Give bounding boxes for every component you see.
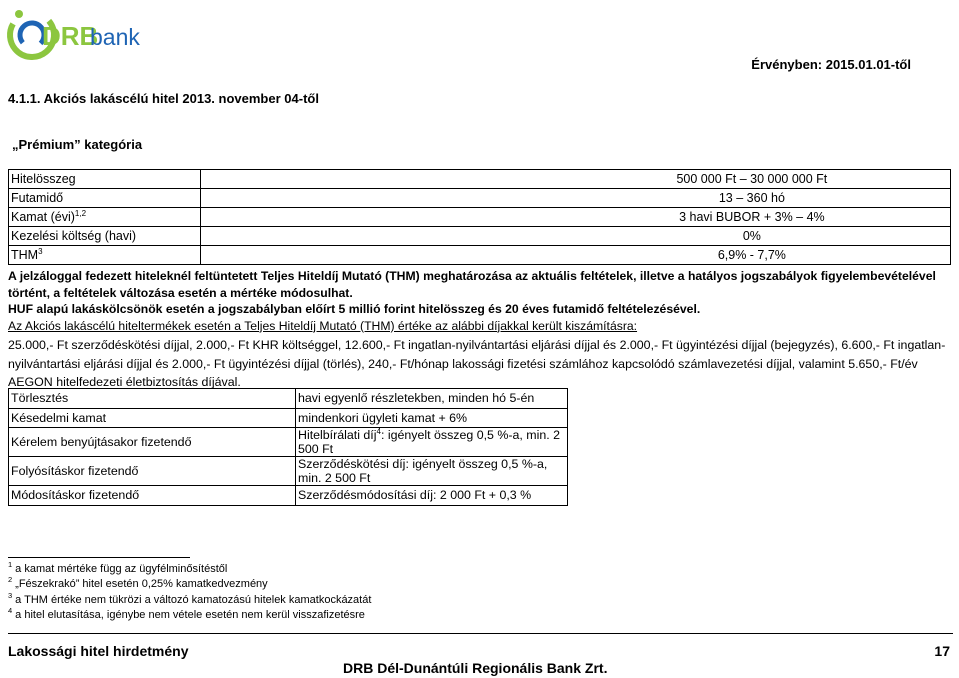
footnote: $^2$ „Fészekrakó” hitel esetén 0,25% kamatkedvezmény <box>8 575 268 591</box>
footnote: $^3$ a THM értéke nem tükrözi a változó kamatozású hitelek kamatkockázatát <box>8 590 372 606</box>
footnote-number: 3 <box>8 590 13 600</box>
thm-fees-list: 25.000,- Ft szerződéskötési díjjal, 2.000,- Ft KHR költséggel, 12.600,- Ft ingatlan-nyilvántartási eljárási díjjal és 2.000,- Ft ügyintézési díjjal (bejegyzés), 6.600,- Ft ingatlan-nyilvántartási eljárási díjjal és 2.000,- Ft ügyintézési díjjal (törlés), 240,- Ft/hónap lakossági fizetési számlához kapcsolódó számlavezetési díjjal, valamint 5.650,- Ft/év AEGON hitelfedezeti életbiztosítás díjával. <box>8 338 946 390</box>
param-label: Futamidő <box>9 189 201 208</box>
param-value: 3 havi BUBOR + 3% – 4% <box>200 208 950 227</box>
fee-label: Törlesztés <box>9 389 296 409</box>
table-row <box>9 428 568 457</box>
footnote-ref: 1,2 <box>74 209 87 218</box>
loan-parameters-table <box>8 169 951 265</box>
table-row <box>9 170 951 189</box>
param-value: 500 000 Ft – 30 000 000 Ft <box>200 170 950 189</box>
svg-text:DRB: DRB <box>42 21 99 51</box>
fee-value: Hitelbírálati díj$^4$: igényelt összeg 0,5 %-a, min. 2 500 Ft <box>296 428 568 457</box>
footnote-ref: 3 <box>38 247 43 256</box>
thm-fees-intro: Az Akciós lakáscélú hiteltermékek esetén a Teljes Hiteldíj Mutató (THM) értéke az alábbi díjakkal került kiszámításra: <box>8 318 638 333</box>
fee-value: mindenkori ügyleti kamat + 6% <box>296 408 568 428</box>
param-value: 0% <box>200 227 950 246</box>
table-row <box>9 246 951 265</box>
thm-explanation <box>8 268 953 392</box>
table-row <box>9 227 951 246</box>
fee-value: Szerződéskötési díj: igényelt összeg 0,5 %-a, min. 2 500 Ft <box>296 457 568 486</box>
param-label: THM$^3$ <box>9 246 201 265</box>
footnote-number: 1 <box>8 560 13 569</box>
param-label: Hitelösszeg <box>9 170 201 189</box>
footer-divider <box>8 633 953 634</box>
fee-value: Szerződésmódosítási díj: 2 000 Ft + 0,3 % <box>296 486 568 506</box>
validity-date: Érvényben: 2015.01.01-től <box>751 57 911 72</box>
section-title: 4.1.1. Akciós lakáscélú hitel 2013. november 04-től <box>8 91 319 106</box>
footnote: $^1$ a kamat mértéke függ az ügyfélminősítéstől <box>8 560 228 575</box>
footnote: $^4$ a hitel elutasítása, igénybe nem vétele esetén nem kerül visszafizetésre <box>8 605 365 621</box>
param-label: Kamat (évi)$^{1,2}$ <box>9 208 201 227</box>
footnote-number: 2 <box>8 575 13 585</box>
table-row <box>9 486 568 506</box>
table-row <box>9 389 568 409</box>
bank-name: DRB Dél-Dunántúli Regionális Bank Zrt. <box>343 660 608 676</box>
footnotes <box>8 562 371 623</box>
table-row <box>9 408 568 428</box>
svg-text:bank: bank <box>90 24 140 50</box>
footnote-ref: 4 <box>376 427 381 436</box>
fee-label: Módosításkor fizetendő <box>9 486 296 506</box>
param-label: Kezelési költség (havi) <box>9 227 201 246</box>
fee-value: havi egyenlő részletekben, minden hó 5-én <box>296 389 568 409</box>
table-row <box>9 208 951 227</box>
fee-label: Késedelmi kamat <box>9 408 296 428</box>
param-value: 13 – 360 hó <box>200 189 950 208</box>
page-number: 17 <box>934 643 950 659</box>
drb-bank-logo <box>6 4 140 66</box>
thm-disclaimer: A jelzáloggal fedezett hiteleknél feltüntetett Teljes Hiteldíj Mutató (THM) meghatározása az aktuális feltételek, illetve a hatályos jogszabályok figyelembevételével történt, a feltételek változása esetén a mértéke módosulhat. <box>8 269 936 300</box>
table-row <box>9 189 951 208</box>
thm-assumption: HUF alapú lakáskölcsönök esetén a jogszabályban előírt 5 millió forint hitelösszeg és 20 éves futamidő feltételezésével. <box>8 302 701 317</box>
footnote-divider <box>8 557 190 558</box>
fees-table <box>8 388 568 506</box>
footnote-number: 4 <box>8 605 13 615</box>
footer-title: Lakossági hitel hirdetmény <box>8 643 189 659</box>
param-value: 6,9% - 7,7% <box>200 246 950 265</box>
category-title: „Prémium” kategória <box>12 137 143 152</box>
table-row <box>9 457 568 486</box>
fee-label: Kérelem benyújtásakor fizetendő <box>9 428 296 457</box>
fee-label: Folyósításkor fizetendő <box>9 457 296 486</box>
